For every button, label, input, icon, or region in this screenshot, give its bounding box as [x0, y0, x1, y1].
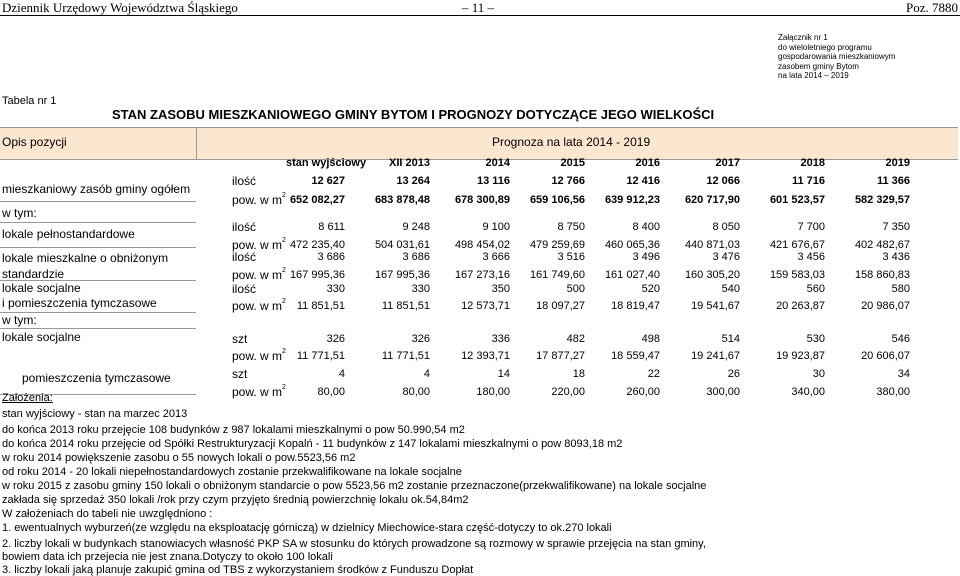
table-cell: 158 860,83 [854, 269, 910, 281]
table-cell: 167 273,16 [454, 269, 510, 281]
table-title: STAN ZASOBU MIESZKANIOWEGO GMINY BYTOM I PROGNOZY DOTYCZĄCE JEGO WIELKOŚCI [112, 107, 715, 122]
table-cell: 9 100 [482, 221, 510, 233]
table-cell: 402 482,67 [854, 239, 910, 251]
row-unit [232, 282, 256, 296]
journal-title: Dziennik Urzędowy Województwa Śląskiego [2, 0, 238, 15]
table-cell: 479 259,69 [529, 239, 585, 251]
annex-line: do wieloletniego programu [778, 42, 872, 52]
column-header: 2014 [485, 157, 510, 169]
row-unit-text: pow. w m [232, 268, 283, 282]
table-cell: 678 300,89 [454, 194, 510, 206]
table-cell: 500 [566, 283, 585, 295]
note-line: w roku 2014 powiększenie zasobu o 55 nowych lokali o pow.5523,56 m2 [2, 452, 356, 464]
table-cell: 19 541,67 [691, 300, 740, 312]
table-cell: 12 627 [311, 175, 345, 187]
column-header: 2017 [715, 157, 740, 169]
label-w-tym: w tym: [2, 206, 37, 220]
unit-superscript: 2 [282, 384, 286, 391]
annex-line: na lata 2014 – 2019 [778, 71, 849, 81]
position-number: Poz. 7880 [906, 0, 958, 15]
table-cell: 530 [806, 333, 825, 345]
table-cell: 504 031,61 [374, 239, 430, 251]
table-cell: 3 436 [882, 251, 910, 263]
row-unit [232, 332, 247, 346]
table-cell: 30 [812, 368, 825, 380]
left-divider [0, 222, 196, 223]
table-cell: 3 456 [797, 251, 825, 263]
table-cell: 440 871,03 [684, 239, 740, 251]
note-line: W założeniach do tabeli nie uwzględniono : [2, 508, 213, 520]
table-cell: 18 097,27 [536, 300, 585, 312]
table-cell: 326 [326, 333, 345, 345]
table-cell: 20 263,87 [776, 300, 825, 312]
unit-superscript: 2 [282, 237, 286, 244]
table-cell: 161 749,60 [529, 269, 585, 281]
column-header: 2018 [800, 157, 825, 169]
table-cell: 546 [891, 333, 910, 345]
page-header [0, 0, 960, 15]
table-cell: 17 877,27 [536, 350, 585, 362]
row-unit [232, 250, 256, 264]
table-cell: 26 [727, 368, 740, 380]
table-cell: 180,00 [476, 386, 510, 398]
row-unit-text: ilość [232, 250, 257, 264]
table-cell: 11 366 [876, 175, 910, 187]
annex-line: Załącznik nr 1 [778, 33, 828, 42]
note-line: bowiem data ich przejecia nie jest znana.Dotyczy to około 100 lokali [2, 551, 333, 563]
note-line: 2. liczby lokali w budynkach stanowiacych własność PKP SA w stosunku do których prowadzone są rozmowy w sprawie przejęcia na stan gminy, [2, 538, 706, 550]
label-pomieszczenia-tymczasowe: i pomieszczenia tymczasowe [2, 296, 157, 310]
table-cell: 639 912,23 [604, 194, 660, 206]
row-unit-text: ilość [232, 174, 257, 188]
table-cell: 330 [326, 283, 345, 295]
label-obnizony-standard: lokale mieszkalne o obniżonym [2, 251, 169, 265]
table-cell: 350 [491, 283, 510, 295]
table-cell: 3 686 [402, 251, 430, 263]
table-cell: 336 [491, 333, 510, 345]
row-unit-text: ilość [232, 282, 257, 296]
table-cell: 460 065,36 [604, 239, 660, 251]
table-cell: 220,00 [551, 386, 585, 398]
table-cell: 11 716 [791, 175, 825, 187]
table-cell: 514 [721, 333, 740, 345]
table-cell: 161 027,40 [604, 269, 660, 281]
table-cell: 582 329,57 [854, 194, 910, 206]
note-line: w roku 2015 z zasobu gminy 150 lokali o obniżonym standarcie o pow 5523,56 m2 zostanie przeznaczone(przekwalifikowane) na lokale socjalne [2, 480, 707, 492]
unit-superscript: 2 [282, 348, 286, 355]
annex-note [778, 33, 958, 81]
table-cell: 620 717,90 [684, 194, 740, 206]
unit-superscript: 2 [282, 298, 286, 305]
table-cell: 14 [497, 368, 510, 380]
table-cell: 19 241,67 [691, 350, 740, 362]
note-line: od roku 2014 - 20 lokali niepełnostandardowych zostanie przekwalifikowane na lokale socjalne [2, 466, 462, 478]
table-cell: 482 [566, 333, 585, 345]
column-header: 2015 [560, 157, 585, 169]
column-header: 2019 [885, 157, 910, 169]
table-cell: 18 [572, 368, 585, 380]
row-unit-text: szt [232, 332, 248, 346]
table-cell: 659 106,56 [529, 194, 585, 206]
table-cell: 260,00 [626, 386, 660, 398]
table-cell: 330 [411, 283, 430, 295]
table-cell: 80,00 [317, 386, 345, 398]
note-line: 1. ewentualnych wyburzeń(ze względu na eksploatację górniczą) w dzielnicy Miechowice-stara część-dotyczy to ok.270 lokali [2, 522, 612, 534]
left-divider [0, 201, 196, 202]
header-rule [0, 15, 960, 16]
table-cell: 12 573,71 [461, 300, 510, 312]
row-unit-text: pow. w m [232, 238, 283, 252]
table-cell: 167 995,36 [374, 269, 430, 281]
table-cell: 520 [641, 283, 660, 295]
table-cell: 159 583,03 [769, 269, 825, 281]
table-cell: 3 666 [482, 251, 510, 263]
table-cell: 11 771,51 [296, 350, 345, 362]
prognoza-label: Prognoza na lata 2014 - 2019 [492, 135, 651, 149]
table-cell: 7 350 [882, 221, 910, 233]
note-line: do końca 2013 roku przejęcie 108 budynków z 987 lokalami mieszkalnymi o pow 50.990,54 m2 [2, 424, 465, 436]
table-cell: 19 923,87 [776, 350, 825, 362]
row-unit [232, 174, 256, 188]
note-line: do końca 2014 roku przejęcie od Spółki Restrukturyzacji Kopalń - 11 budynków z 147 lokalami mieszkalnymi o pow 8093,18 m2 [2, 438, 623, 450]
table-cell: 498 454,02 [454, 239, 510, 251]
table-cell: 160 305,20 [684, 269, 740, 281]
note-line: stan wyjściowy - stan na marzec 2013 [2, 408, 188, 420]
row-unit-text: pow. w m [232, 349, 283, 363]
table-cell: 580 [891, 283, 910, 295]
table-cell: 20 606,07 [861, 350, 910, 362]
table-cell: 340,00 [791, 386, 825, 398]
table-cell: 326 [411, 333, 430, 345]
annex-line: gospodarowania mieszkaniowym [778, 52, 896, 62]
table-cell: 8 611 [318, 221, 345, 233]
table-cell: 421 676,67 [769, 239, 825, 251]
table-cell: 3 686 [317, 251, 345, 263]
table-cell: 472 235,40 [289, 239, 345, 251]
page-number: – 11 – [462, 0, 495, 15]
table-cell: 34 [897, 368, 910, 380]
table-cell: 8 400 [632, 221, 660, 233]
left-divider [0, 328, 196, 329]
table-cell: 12 066 [706, 175, 740, 187]
table-cell: 12 416 [626, 175, 660, 187]
table-cell: 11 851,51 [381, 300, 430, 312]
table-cell: 7 700 [797, 221, 825, 233]
table-cell: 8 750 [557, 221, 585, 233]
table-cell: 540 [721, 283, 740, 295]
column-header: stan wyjściowy [286, 157, 367, 169]
row-unit-text: pow. w m [232, 385, 283, 399]
table-cell: 300,00 [706, 386, 740, 398]
table-cell: 22 [647, 368, 660, 380]
row-unit [232, 367, 247, 381]
label-pomieszczenia-tymczasowe: pomieszczenia tymczasowe [22, 371, 171, 385]
table-cell: 11 851,51 [296, 300, 345, 312]
table-cell: 9 248 [402, 221, 430, 233]
table-cell: 80,00 [402, 386, 430, 398]
label-w-tym: w tym: [2, 313, 37, 327]
row-unit-text: ilość [232, 220, 257, 234]
table-header-band [0, 127, 958, 160]
table-cell: 11 771,51 [381, 350, 430, 362]
table-cell: 12 393,71 [461, 350, 510, 362]
unit-superscript: 2 [282, 192, 286, 199]
note-line: zakłada się sprzedaż 350 lokali /rok przy czym przyjęto średnią powierzchnię lokalu ok.54,84m2 [2, 494, 469, 506]
left-divider [0, 247, 196, 248]
column-header: 2016 [635, 157, 660, 169]
table-cell: 18 559,47 [611, 350, 660, 362]
table-cell: 601 523,57 [769, 194, 825, 206]
table-cell: 4 [338, 368, 345, 380]
label-pelnostandardowe: lokale pełnostandardowe [2, 227, 135, 241]
table-cell: 8 050 [712, 221, 740, 233]
table-cell: 13 116 [476, 175, 510, 187]
row-unit-text: pow. w m [232, 193, 283, 207]
table-cell: 18 819,47 [611, 300, 660, 312]
table-cell: 3 496 [632, 251, 660, 263]
table-cell: 3 516 [557, 251, 585, 263]
annex-line: zasobem gminy Bytom [778, 61, 859, 71]
table-cell: 20 986,07 [861, 300, 910, 312]
label-zasob-ogolem: mieszkaniowy zasób gminy ogółem [2, 182, 191, 196]
row-unit [232, 220, 256, 234]
label-lokale-socjalne: lokale socjalne [2, 281, 81, 295]
table-cell: 560 [806, 283, 825, 295]
label-obnizony-standard-cont: standardzie [2, 267, 65, 281]
column-header: XII 2013 [389, 157, 430, 169]
row-unit-text: pow. w m [232, 299, 283, 313]
table-cell: 683 878,48 [374, 194, 430, 206]
table-cell: 3 476 [712, 251, 740, 263]
table-cell: 498 [641, 333, 660, 345]
table-cell: 12 766 [551, 175, 585, 187]
table-cell: 652 082,27 [289, 194, 345, 206]
table-cell: 13 264 [396, 175, 430, 187]
table-cell: 167 995,36 [289, 269, 345, 281]
note-line: 3. liczby lokali jaką planuje zakupić gmina od TBS z wykorzystaniem środków z Funduszu Dopłat [2, 564, 474, 576]
notes-label: Założenia: [2, 392, 53, 404]
row-unit-text: szt [232, 367, 248, 381]
label-lokale-socjalne: lokale socjalne [2, 330, 81, 344]
table-label: Tabela nr 1 [2, 95, 57, 107]
table-cell: 380,00 [876, 386, 910, 398]
table-cell: 4 [423, 368, 430, 380]
header-divider [196, 127, 197, 160]
opis-pozycji-label: Opis pozycji [2, 135, 67, 149]
unit-superscript: 2 [282, 267, 286, 274]
